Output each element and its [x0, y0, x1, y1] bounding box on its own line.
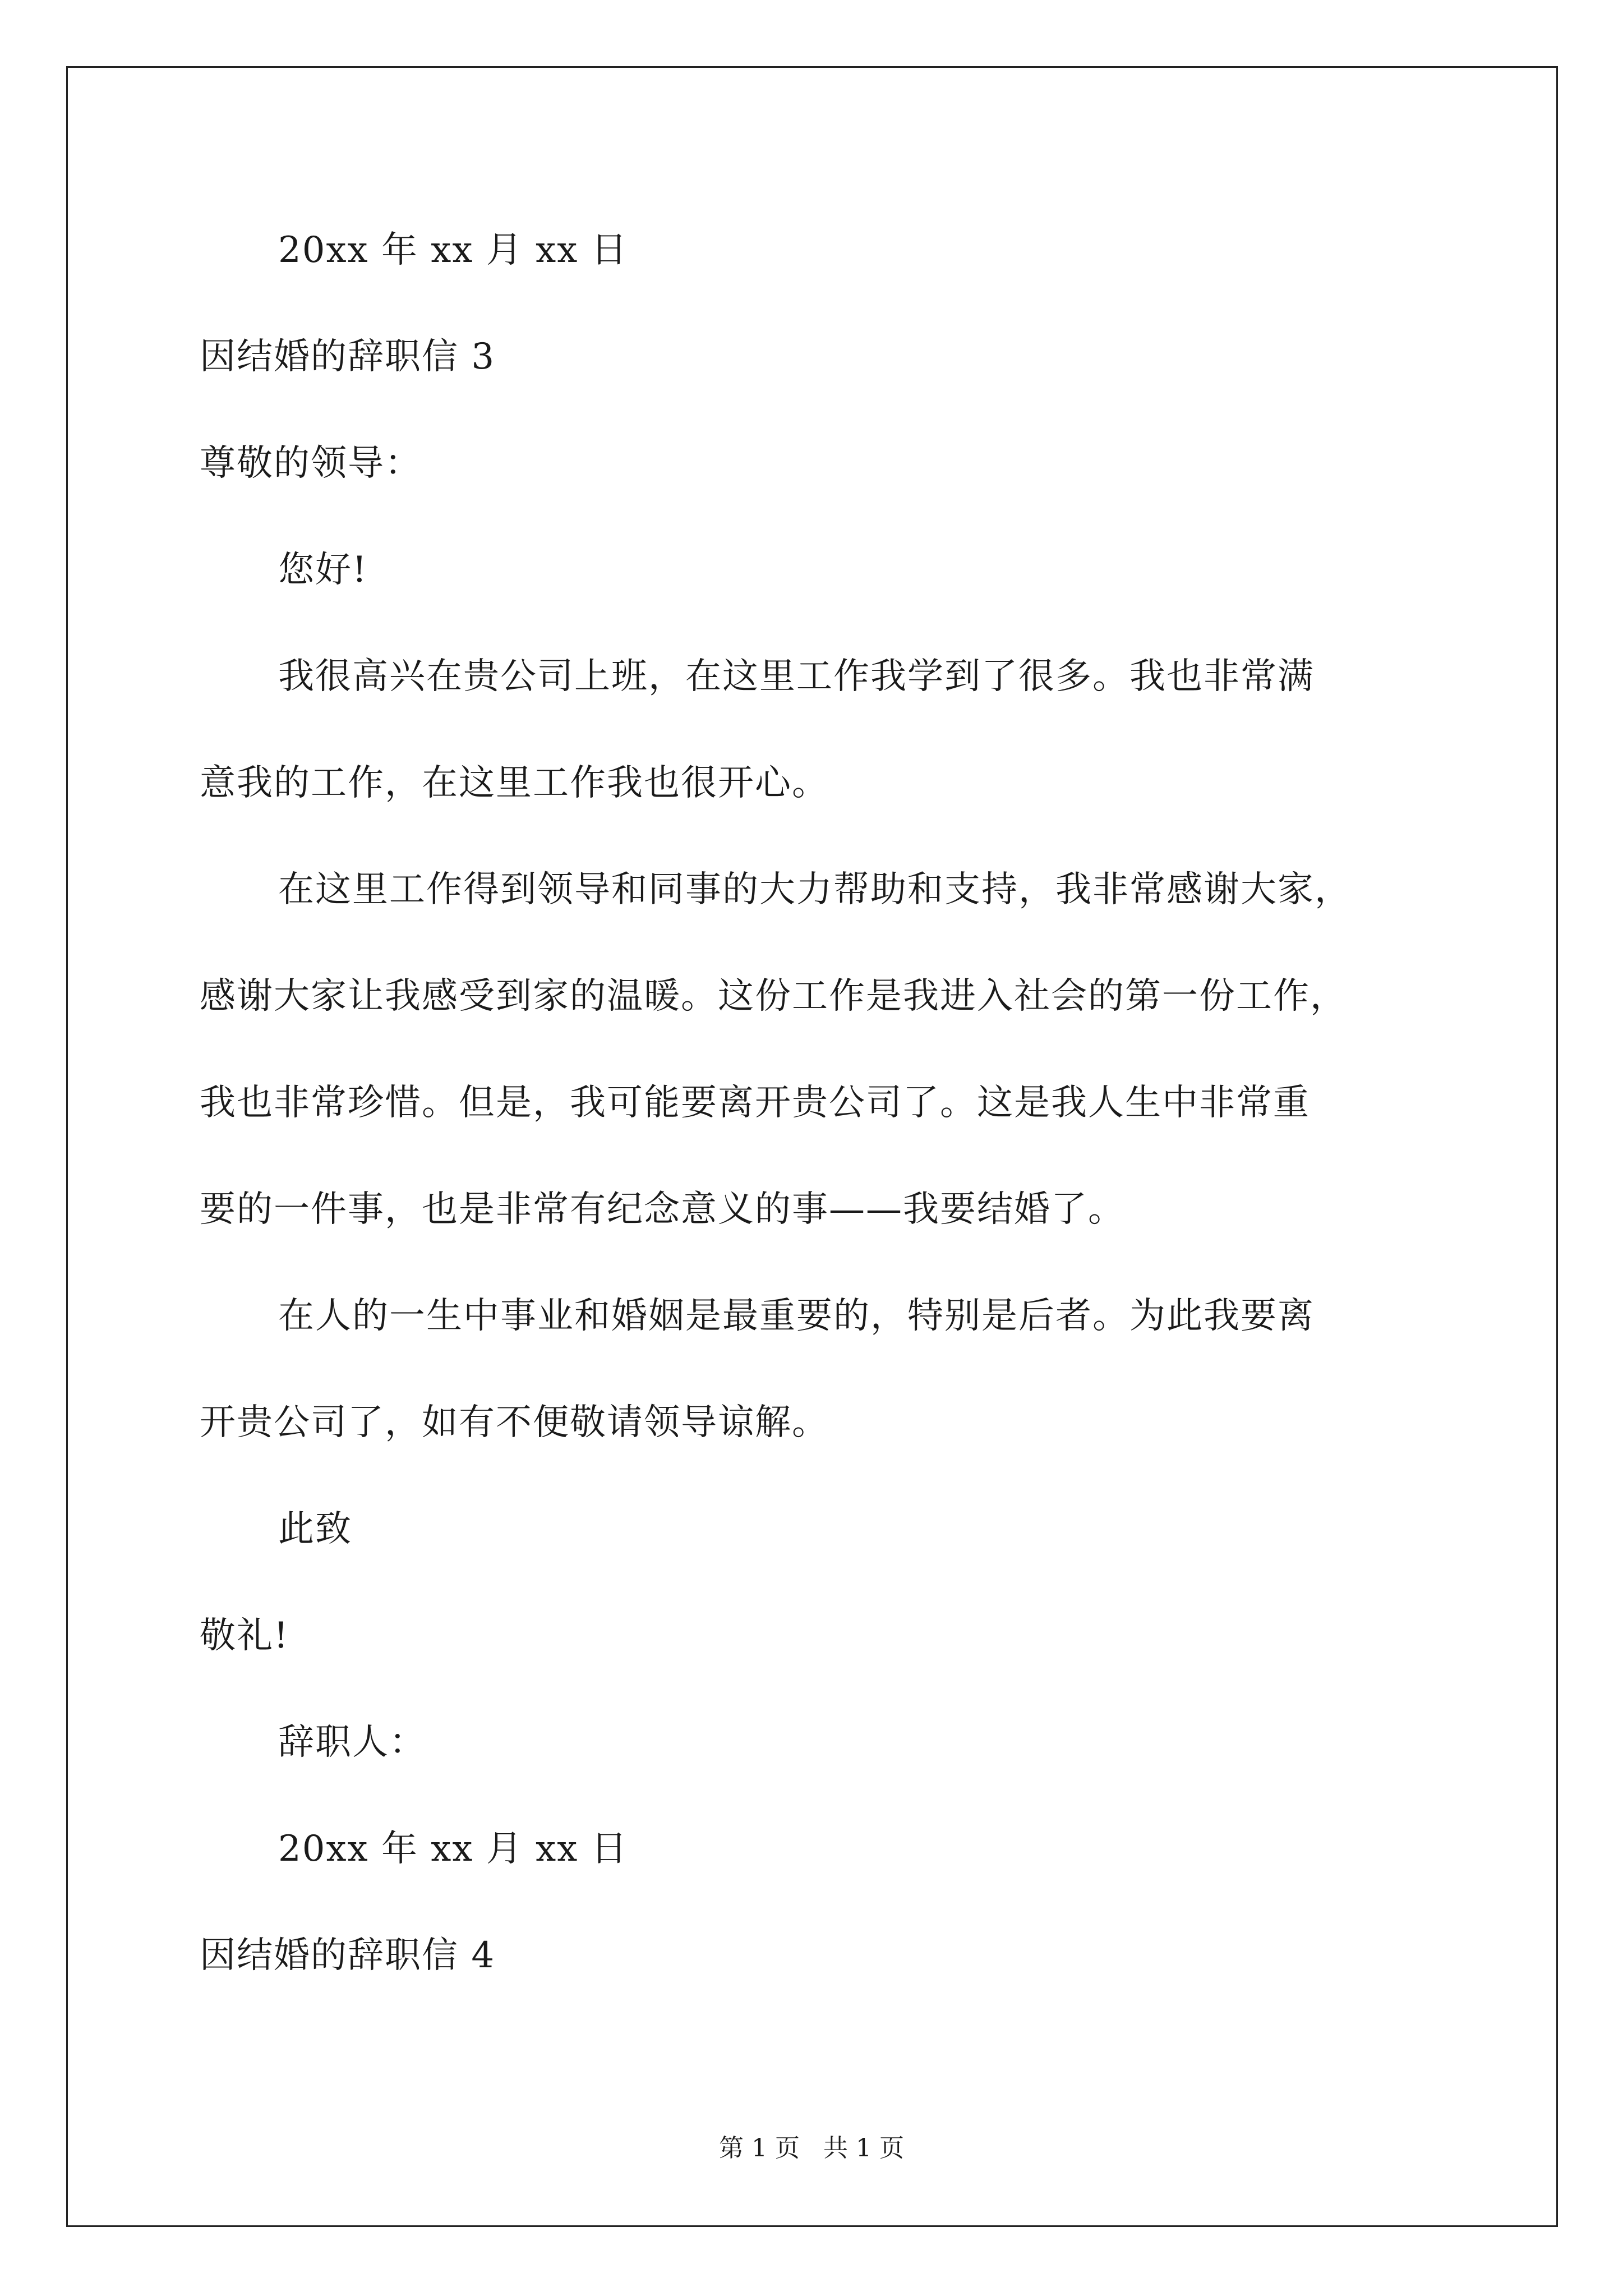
letter-heading: 因结婚的辞职信 4 [200, 1935, 496, 1976]
body-paragraph-line: 在人的一生中事业和婚姻是最重要的，特别是后者。为此我要离 [278, 1295, 1315, 1337]
signature-label: 辞职人： [278, 1722, 426, 1763]
closing-regards: 敬礼! [200, 1615, 289, 1657]
body-paragraph-line: 在这里工作得到领导和同事的大力帮助和支持，我非常感谢大家， [278, 869, 1352, 910]
date-line: 20xx 年 xx 月 xx 日 [278, 229, 628, 271]
body-paragraph-line: 我也非常珍惜。但是，我可能要离开贵公司了。这是我人生中非常重 [200, 1082, 1310, 1124]
letter-heading: 因结婚的辞职信 3 [200, 336, 496, 378]
body-paragraph-line: 感谢大家让我感受到家的温暖。这份工作是我进入社会的第一份工作， [200, 976, 1347, 1017]
closing-line: 此致 [278, 1508, 352, 1550]
body-paragraph-line: 要的一件事，也是非常有纪念意义的事——我要结婚了。 [200, 1189, 1125, 1230]
body-paragraph-line: 开贵公司了，如有不便敬请领导谅解。 [200, 1402, 829, 1443]
page-border [66, 66, 1558, 2227]
greeting: 您好! [278, 549, 368, 591]
date-line: 20xx 年 xx 月 xx 日 [278, 1828, 628, 1870]
page-number-footer: 第 1 页 共 1 页 [719, 2134, 904, 2162]
salutation: 尊敬的领导： [200, 443, 422, 484]
body-paragraph-line: 我很高兴在贵公司上班，在这里工作我学到了很多。我也非常满 [278, 656, 1315, 697]
body-paragraph-line: 意我的工作，在这里工作我也很开心。 [200, 762, 829, 804]
